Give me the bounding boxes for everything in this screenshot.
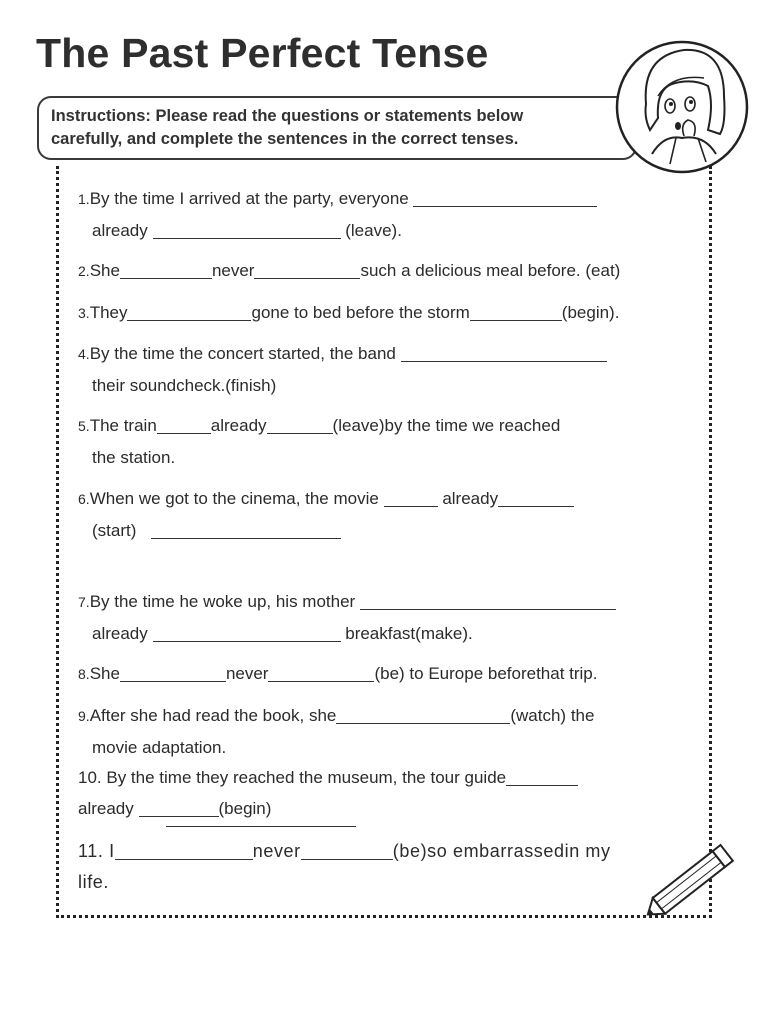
answer-blank[interactable]	[157, 415, 211, 434]
answer-blank[interactable]	[139, 798, 219, 817]
answer-blank[interactable]	[120, 663, 226, 682]
answer-blank[interactable]	[506, 767, 578, 786]
answer-blank[interactable]	[336, 705, 510, 724]
answer-blank[interactable]	[127, 302, 251, 321]
answer-blank[interactable]	[360, 591, 616, 610]
answer-blank[interactable]	[413, 188, 597, 207]
answer-blank[interactable]	[401, 343, 607, 362]
answer-blank[interactable]	[301, 841, 393, 860]
question-1: 1.By the time I arrived at the party, everyone already (leave).	[78, 183, 597, 246]
pencil-icon	[636, 832, 748, 928]
question-9: 9.After she had read the book, she (watch) the movie adaptation.	[78, 706, 595, 757]
answer-blank[interactable]	[120, 260, 212, 279]
question-11: 11. I never (be)so embarrassedin my life.	[78, 841, 611, 892]
answer-blank[interactable]	[254, 260, 360, 279]
answer-blank[interactable]	[151, 520, 341, 539]
answer-blank[interactable]	[498, 488, 574, 507]
question-6: 6.When we got to the cinema, the movie already (start)	[78, 483, 574, 546]
question-8: 8.She never (be) to Europe beforethat trip.	[78, 664, 598, 683]
answer-blank[interactable]	[153, 623, 341, 642]
answer-blank[interactable]	[267, 415, 333, 434]
question-2: 2.She never such a delicious meal before. (eat)	[78, 261, 621, 280]
page-title: The Past Perfect Tense	[36, 30, 489, 76]
answer-blank[interactable]	[115, 841, 253, 860]
answer-blank[interactable]	[268, 663, 374, 682]
question-10: 10. By the time they reached the museum, the tour guide already (begin)	[78, 762, 578, 824]
question-7: 7.By the time he woke up, his mother already breakfast(make).	[78, 586, 616, 649]
question-5: 5.The train already (leave)by the time we reached the station.	[78, 416, 561, 467]
answer-blank[interactable]	[166, 826, 356, 827]
answer-blank[interactable]	[153, 220, 341, 239]
answer-blank[interactable]	[470, 302, 562, 321]
question-3: 3.They gone to bed before the storm (begin).	[78, 303, 620, 322]
answer-blank[interactable]	[384, 488, 438, 507]
instructions-box	[37, 96, 637, 160]
thinking-girl-illustration	[612, 34, 752, 180]
question-4: 4.By the time the concert started, the band their soundcheck.(finish)	[78, 338, 607, 401]
instructions-line: Instructions: Please read the questions or statements below	[51, 107, 524, 125]
instructions-line: carefully, and complete the sentences in the correct tenses.	[51, 130, 519, 148]
